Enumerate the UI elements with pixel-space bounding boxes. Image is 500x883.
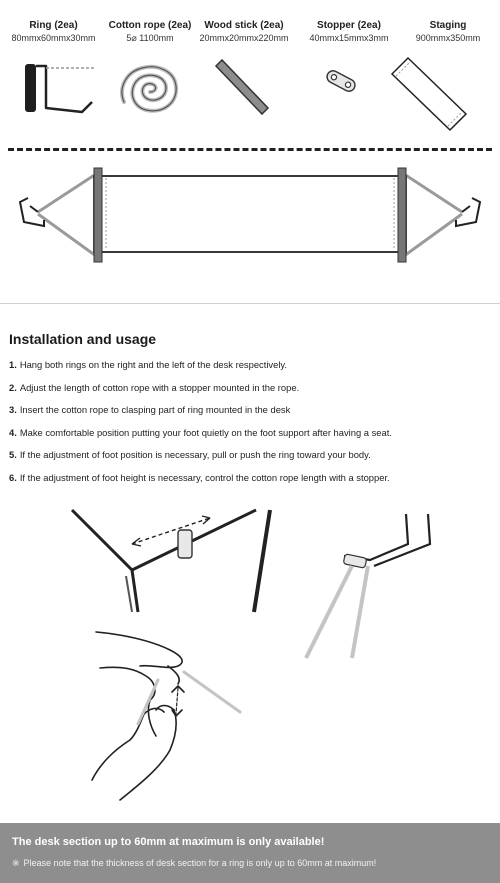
part-dimensions: 20mmx20mmx220mm: [199, 33, 289, 43]
step-text: Make comfortable position putting your foot quietly on the foot support after having a seat.: [19, 426, 392, 438]
usage-title: Installation and usage: [9, 331, 157, 347]
footer-title: The desk section up to 60mm at maximum is only available!: [12, 836, 325, 848]
step-text: Insert the cotton rope to clasping part of ring mounted in the desk: [19, 404, 291, 415]
usage-step: [9, 472, 392, 495]
part-name: Wood stick (2ea): [204, 20, 284, 31]
part-wood-stick: [194, 20, 294, 43]
part-dimensions: 80mmx60mmx30mm: [11, 33, 96, 43]
step-text: Adjust the length of cotton rope with a stopper mounted in the rope.: [19, 381, 300, 393]
desk-ring-illustration: [72, 510, 270, 612]
assembled-footrest-diagram: [0, 160, 500, 270]
part-name: Stopper (2ea): [317, 20, 381, 31]
usage-illustrations: [0, 500, 500, 820]
step-text: If the adjustment of foot position is necessary, pull or push the ring toward your body.: [19, 449, 371, 460]
step-text: If the adjustment of foot height is necessary, control the cotton rope length with a stopper.: [19, 471, 390, 483]
staging-fabric-icon: [388, 54, 470, 134]
step-number: 5.: [9, 449, 17, 460]
section-divider-dashed: [8, 148, 492, 151]
usage-step: [9, 449, 392, 472]
part-staging: [400, 20, 496, 43]
hanging-ring-illustration: [306, 514, 430, 658]
section-separator: [0, 303, 500, 304]
hands-stopper-illustration: [92, 632, 240, 800]
coiled-rope-icon: [116, 62, 184, 118]
step-number: 4.: [9, 426, 17, 438]
usage-steps: [9, 359, 392, 494]
step-number: 3.: [9, 404, 17, 415]
note-mark-icon: ※: [12, 858, 20, 868]
step-number: 2.: [9, 381, 17, 393]
part-dimensions: 40mmx15mmx3mm: [309, 33, 389, 43]
usage-step: [9, 404, 392, 427]
part-dimensions: 900mmx350mm: [415, 33, 481, 43]
footer-note: [12, 858, 376, 869]
usage-step: [9, 359, 392, 382]
parts-list: [0, 0, 500, 140]
footer-banner: [0, 823, 500, 883]
part-name: Staging: [429, 20, 467, 31]
part-cotton-rope: [107, 20, 193, 44]
part-stopper: [300, 20, 398, 43]
footer-note-text: Please note that the thickness of desk section for a ring is only up to 60mm at maximum!: [23, 858, 377, 868]
part-name: Cotton rope (2ea): [108, 20, 192, 31]
part-ring: [6, 20, 101, 43]
step-text: Hang both rings on the right and the left of the desk respectively.: [19, 359, 288, 370]
usage-step: [9, 427, 392, 450]
usage-step: [9, 382, 392, 405]
wood-stick-icon: [212, 58, 272, 118]
part-dimensions: 5⌀ 1100mm: [126, 33, 174, 43]
stopper-icon: [324, 68, 358, 94]
step-number: 1.: [9, 359, 17, 370]
ring-clamp-icon: [20, 58, 102, 116]
part-name: Ring (2ea): [29, 20, 78, 31]
step-number: 6.: [9, 471, 17, 483]
